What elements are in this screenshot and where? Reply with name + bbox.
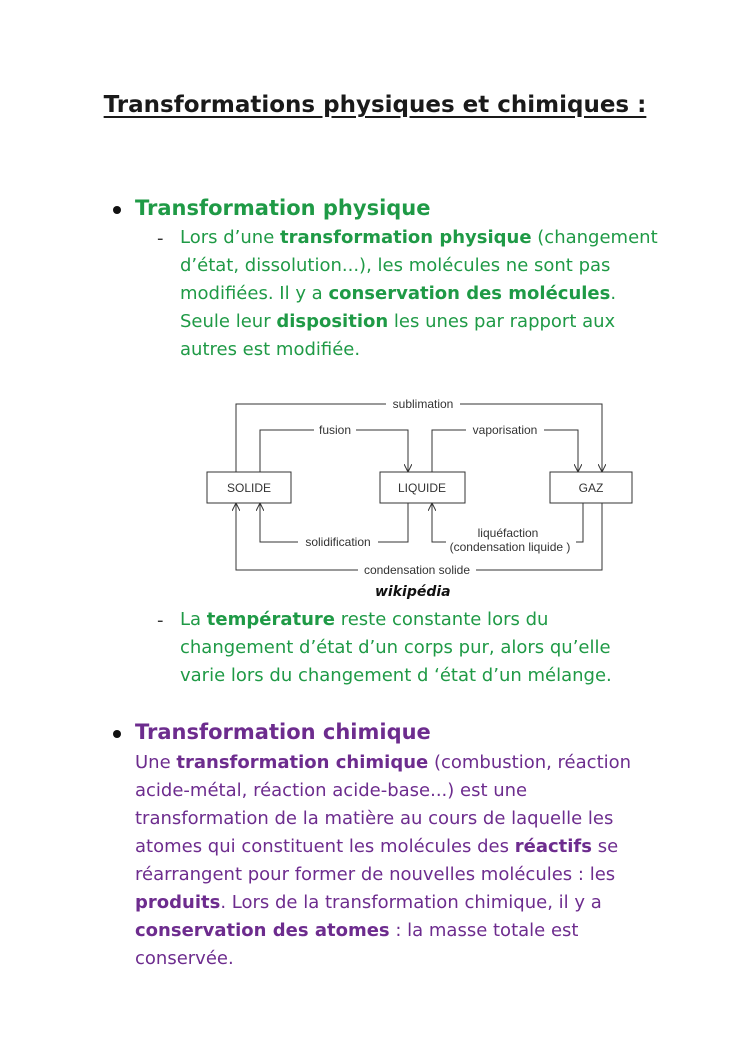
paragraph-physique-2 [180, 606, 660, 690]
bold-term: disposition [276, 311, 389, 332]
liquefaction-line [576, 503, 583, 542]
text-span: La [180, 609, 207, 630]
fusion-arrow [356, 430, 408, 471]
section-heading-chimique: Transformation chimique [135, 720, 431, 744]
bold-term: conservation des molécules [328, 283, 611, 304]
label-liquefaction-2: (condensation liquide ) [449, 540, 571, 554]
bullet-icon [113, 730, 121, 738]
sublimation-arrow [460, 404, 602, 471]
label-liquefaction: liquéfaction [477, 526, 539, 540]
bold-term: transformation physique [279, 227, 532, 248]
page-title: Transformations physiques et chimiques : [103, 92, 647, 118]
text-span: Lors d’une [180, 227, 280, 248]
solidification-arrow [260, 504, 298, 542]
sublimation-line [236, 404, 386, 472]
text-span: (combustion, réaction acide-métal, réaction acide-base...) est une transformation de la matière au cours de laquelle les atomes qui constituent les molécules des [135, 752, 632, 857]
label-solidification: solidification [305, 535, 371, 549]
label-vaporisation: vaporisation [472, 423, 538, 437]
state-change-diagram [200, 392, 640, 582]
text-span: (changement d’état, dissolution...), les molécules ne sont pas modifiées. Il y a [180, 227, 658, 304]
bold-term: conservation des atomes [135, 920, 390, 941]
label-fusion: fusion [318, 423, 352, 437]
solidification-line [378, 503, 408, 542]
bold-term: température [206, 609, 335, 630]
state-change-svg [200, 392, 640, 578]
vaporisation-line [432, 430, 466, 472]
label-sublimation: sublimation [392, 397, 454, 411]
box-label-liquide: LIQUIDE [397, 481, 447, 495]
diagram-caption: wikipédia [375, 584, 451, 600]
bold-term: transformation chimique [176, 752, 429, 773]
dash-marker: - [157, 228, 164, 249]
bold-term: produits [135, 892, 221, 913]
box-label-solide: SOLIDE [226, 481, 272, 495]
dash-marker: - [157, 610, 164, 631]
text-span: les unes par rapport aux autres est modifiée. [180, 311, 616, 360]
section-heading-physique: Transformation physique [135, 196, 431, 220]
label-condensation-solide: condensation solide [363, 563, 471, 577]
text-span: se réarrangent pour former de nouvelles molécules : les [135, 836, 619, 885]
bold-term: réactifs [514, 836, 592, 857]
paragraph-chimique [135, 749, 635, 973]
text-span: : la masse totale est conservée. [135, 920, 579, 969]
fusion-line [260, 430, 314, 472]
text-span: . Seule leur [180, 283, 617, 332]
text-span: . Lors de la transformation chimique, il y a [220, 892, 602, 913]
liquefaction-arrow [432, 504, 446, 542]
bullet-icon [113, 206, 121, 214]
paragraph-physique-1 [180, 224, 670, 364]
text-span: reste constante lors du changement d’état d’un corps pur, alors qu’elle varie lors du changement d ‘état d’un mélange. [180, 609, 612, 686]
vaporisation-arrow [544, 430, 578, 471]
text-span: Une [135, 752, 177, 773]
box-label-gaz: GAZ [578, 481, 604, 495]
